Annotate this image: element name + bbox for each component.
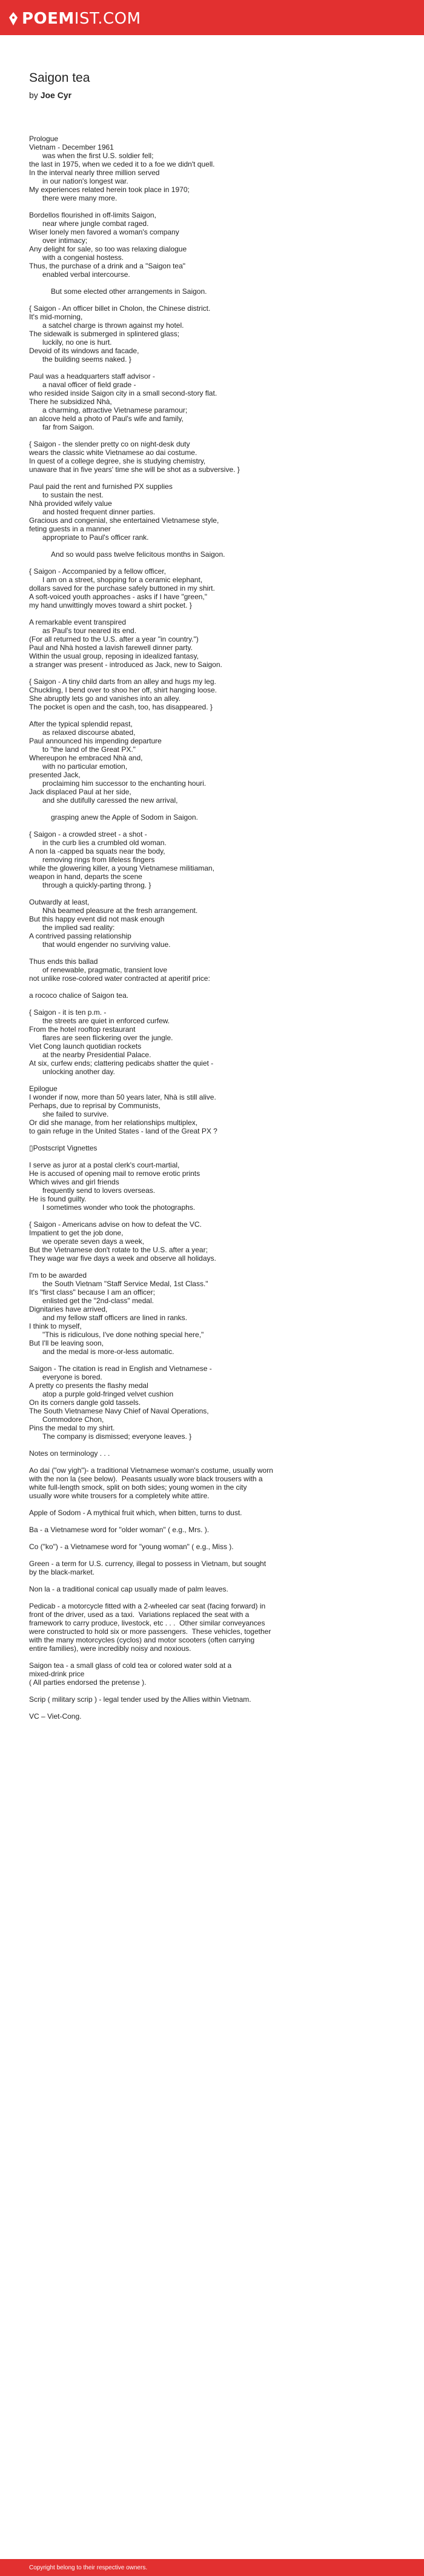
poem-line: Nhà provided wifely value [29, 499, 112, 508]
poem-line: appropriate to Paul's officer rank. [42, 533, 149, 542]
poem-line: Saigon - The citation is read in English and Vietnamese - [29, 1364, 212, 1373]
poem-line: and my fellow staff officers are lined in ranks. [42, 1313, 188, 1322]
poem-line: It's "first class" because I am an officer; [29, 1288, 156, 1296]
poem-line: while the glowering killer, a young Vietnamese militiaman, [29, 864, 214, 872]
poem-line: I sometimes wonder who took the photographs. [42, 1203, 196, 1212]
stanza-gap [29, 1212, 399, 1220]
poem-line: usually wore white trousers for a completely white attire. [29, 1492, 210, 1500]
poem-line: I'm to be awarded [29, 1271, 87, 1280]
poem-line: There he subsidized Nhà, [29, 397, 112, 406]
poem-line: Apple of Sodom - A mythical fruit which, when bitten, turns to dust. [29, 1509, 242, 1517]
poem-line: A pretty co presents the flashy medal [29, 1381, 148, 1390]
stanza-gap [29, 1458, 399, 1466]
stanza-gap [29, 559, 399, 567]
poem-line: Impatient to get the job done, [29, 1229, 124, 1237]
poem-line: Ao dai ("ow yigh")- a traditional Vietnamese woman's costume, usually worn [29, 1466, 273, 1475]
poem-line: through a quickly-parting throng. } [42, 881, 151, 889]
poem-line: as Paul's tour neared its end. [42, 626, 137, 635]
poem-line: I am on a street, shopping for a ceramic elephant, [42, 576, 203, 584]
poem-line: in the curb lies a crumbled old woman. [42, 838, 167, 847]
poem-line: Nhà beamed pleasure at the fresh arrangement. [42, 906, 198, 915]
poem-line: Bordellos flourished in off-limits Saigon, [29, 211, 156, 219]
poem-line: by the black-market. [29, 1568, 95, 1576]
poem-line: at the nearby Presidential Palace. [42, 1051, 151, 1059]
poem-line: with a congenial hostess. [42, 253, 124, 262]
poem-line: to "the land of the Great PX." [42, 745, 136, 754]
poem-title: Saigon tea [29, 71, 90, 85]
poem-line: Or did she manage, from her relationships multiplex, [29, 1118, 198, 1127]
poem-line: Co ("ko") - a Vietnamese word for "young woman" ( e.g., Miss ). [29, 1542, 234, 1551]
poem-line: frequently send to lovers overseas. [42, 1186, 156, 1195]
poem-line: front of the driver, used as a taxi. Variations replaced the seat with a [29, 1610, 250, 1619]
poem-line: feting guests in a manner [29, 525, 111, 533]
poem-line: that would engender no surviving value. [42, 940, 171, 949]
poem-line: But I'll be leaving soon, [29, 1339, 104, 1347]
poem-line: a satchel charge is thrown against my hotel. [42, 321, 184, 330]
poem-line: Vietnam - December 1961 [29, 143, 114, 151]
poem-line: the last in 1975, when we ceded it to a foe we didn't quell. [29, 160, 215, 168]
poem-line: grasping anew the Apple of Sodom in Saigon. [51, 813, 198, 822]
stanza-gap [29, 1704, 399, 1712]
stanza-gap [29, 1152, 399, 1161]
poem-line: A soft-voiced youth approaches - asks if I have "green," [29, 593, 208, 601]
stanza-gap [29, 474, 399, 482]
stanza-gap [29, 279, 399, 287]
poem-line: there were many more. [42, 194, 118, 202]
stanza-gap [29, 1653, 399, 1661]
stanza-gap [29, 542, 399, 550]
poem-line: the building seems naked. } [42, 355, 131, 363]
poem-line: The company is dismissed; everyone leaves. } [42, 1432, 192, 1441]
poem-line: { Saigon - A tiny child darts from an alley and hugs my leg. [29, 677, 216, 686]
poem-line: dollars saved for the purchase safely buttoned in my shirt. [29, 584, 215, 593]
poem-line: a stranger was present - introduced as Jack, new to Saigon. [29, 660, 222, 669]
poem-body [29, 134, 399, 1721]
poem-line: { Saigon - Accompanied by a fellow officer, [29, 567, 166, 576]
poem-line: I serve as juror at a postal clerk's court-martial, [29, 1161, 180, 1169]
stanza-gap [29, 1593, 399, 1602]
poem-line: In the interval nearly three million served [29, 168, 160, 177]
poem-line: proclaiming him successor to the enchanting houri. [42, 779, 207, 788]
stanza-gap [29, 1687, 399, 1695]
poem-line: (For all returned to the U.S. after a year "in country.") [29, 635, 199, 643]
poem-line: with the non la (see below). Peasants usually wore black trousers with a [29, 1475, 263, 1483]
poem-line: But this happy event did not mask enough [29, 915, 165, 923]
poem-line: a rococo chalice of Saigon tea. [29, 991, 129, 1000]
poem-line: Wiser lonely men favored a woman's company [29, 228, 179, 236]
poem-line: { Saigon - a crowded street - a shot - [29, 830, 147, 838]
poem-line: { Saigon - Americans advise on how to defeat the VC. [29, 1220, 202, 1229]
poem-line: VC – Viet-Cong. [29, 1712, 82, 1721]
poem-line: and she dutifully caressed the new arrival, [42, 796, 178, 805]
logo-text-bold: POEM [22, 10, 75, 28]
poem-line: The sidewalk is submerged in splintered glass; [29, 330, 180, 338]
stanza-gap [29, 1000, 399, 1008]
poem-line: Commodore Chon, [42, 1415, 104, 1424]
poem-line: and the medal is more-or-less automatic. [42, 1347, 174, 1356]
poem-line: she failed to survive. [42, 1110, 109, 1118]
stanza-gap [29, 1576, 399, 1585]
stanza-gap [29, 1500, 399, 1509]
site-logo-link[interactable] [8, 10, 141, 28]
poem-line: enlisted get the "2nd-class" medal. [42, 1296, 154, 1305]
poem-line: Saigon tea - a small glass of cold tea or colored water sold at a [29, 1661, 232, 1670]
stanza-gap [29, 1135, 399, 1144]
poem-line: wears the classic white Vietnamese ao dai costume. [29, 448, 197, 457]
poem-line: Thus ends this ballad [29, 957, 98, 966]
poem-line: the implied sad reality: [42, 923, 115, 932]
poem-line: with the many motorcycles (cyclos) and motor scooters (often carrying [29, 1636, 255, 1644]
poem-line: ( All parties endorsed the pretense ). [29, 1678, 147, 1687]
poem-line: far from Saigon. [42, 423, 94, 431]
poem-line: My experiences related herein took place in 1970; [29, 185, 190, 194]
poem-line: Any delight for sale, so too was relaxing dialogue [29, 245, 187, 253]
poem-line: Ba - a Vietnamese word for "older woman" ( e.g., Mrs. ). [29, 1525, 210, 1534]
stanza-gap [29, 1551, 399, 1559]
stanza-gap [29, 983, 399, 991]
stanza-gap [29, 609, 399, 618]
poem-line: From the hotel rooftop restaurant [29, 1025, 136, 1034]
byline-prefix: by [29, 90, 38, 100]
poem-line: Prologue [29, 134, 59, 143]
poem-line: we operate seven days a week, [42, 1237, 145, 1246]
poem-line: A non la -capped ba squats near the body, [29, 847, 165, 855]
poem-line: Epilogue [29, 1084, 58, 1093]
stanza-gap [29, 669, 399, 677]
poem-line: Perhaps, due to reprisal by Communists, [29, 1101, 161, 1110]
poem-line: Non la - a traditional conical cap usually made of palm leaves. [29, 1585, 228, 1593]
poem-line: He is found guilty. [29, 1195, 87, 1203]
poem-line: Dignitaries have arrived, [29, 1305, 108, 1313]
poem-line: Thus, the purchase of a drink and a "Saigon tea" [29, 262, 186, 270]
poem-line: mixed-drink price [29, 1670, 85, 1678]
poem-line: Paul and Nhà hosted a lavish farewell dinner party. [29, 643, 193, 652]
poem-line: { Saigon - it is ten p.m. - [29, 1008, 107, 1017]
poem-line: On its corners dangle gold tassels. [29, 1398, 141, 1407]
copyright-notice: Copyright belong to their respective owners. [29, 2564, 148, 2571]
poem-line: I think to myself, [29, 1322, 82, 1330]
stanza-gap [29, 363, 399, 372]
poem-line: Gracious and congenial, she entertained Vietnamese style, [29, 516, 219, 525]
poem-line: everyone is bored. [42, 1373, 102, 1381]
site-header [0, 0, 424, 35]
poem-line: Outwardly at least, [29, 898, 90, 906]
poem-line: The pocket is open and the cash, too, has disappeared. } [29, 703, 213, 711]
stanza-gap [29, 1534, 399, 1542]
logo-text-light: IST.COM [74, 10, 141, 28]
poem-line: The South Vietnamese Navy Chief of Naval Operations, [29, 1407, 209, 1415]
pen-nib-icon [8, 12, 18, 25]
poem-line: with no particular emotion, [42, 762, 128, 771]
stanza-gap [29, 711, 399, 720]
poem-line: weapon in hand, departs the scene [29, 872, 142, 881]
poem-line: Scrip ( military scrip ) - legal tender used by the Allies within Vietnam. [29, 1695, 251, 1704]
poem-line: Notes on terminology . . . [29, 1449, 110, 1458]
poem-line: near where jungle combat raged. [42, 219, 149, 228]
stanza-gap [29, 822, 399, 830]
poem-line: They wage war five days a week and observe all holidays. [29, 1254, 216, 1263]
poem-line: A remarkable event transpired [29, 618, 127, 626]
poem-line: and hosted frequent dinner parties. [42, 508, 156, 516]
site-footer [0, 2559, 424, 2576]
poem-line: { Saigon - the slender pretty co on night-desk duty [29, 440, 190, 448]
poem-line: to gain refuge in the United States - land of the Great PX ? [29, 1127, 217, 1135]
poem-line: a naval officer of field grade - [42, 380, 136, 389]
poem-line: He is accused of opening mail to remove erotic prints [29, 1169, 200, 1178]
poem-line: were constructed to hold six or more passengers. These vehicles, together [29, 1627, 271, 1636]
stanza-gap [29, 1441, 399, 1449]
poem-line: It's mid-morning, [29, 313, 83, 321]
poem-line: the South Vietnam "Staff Service Medal, 1st Class." [42, 1280, 208, 1288]
poem-line: { Saigon - An officer billet in Cholon, the Chinese district. [29, 304, 211, 313]
poem-line: Pins the medal to my shirt. [29, 1424, 115, 1432]
poem-line: an alcove held a photo of Paul's wife and family, [29, 414, 184, 423]
poem-line: entire families), were incredibly noisy and noxious. [29, 1644, 191, 1653]
poem-line: framework to carry produce, livestock, etc . . . Other similar conveyances [29, 1619, 265, 1627]
poem-line: Devoid of its windows and facade, [29, 347, 139, 355]
stanza-gap [29, 1263, 399, 1271]
poem-line: After the typical splendid repast, [29, 720, 133, 728]
poem-line: as relaxed discourse abated, [42, 728, 136, 737]
poem-line: a charming, attractive Vietnamese paramour; [42, 406, 188, 414]
poem-line: the streets are quiet in enforced curfew. [42, 1017, 170, 1025]
poem-line: Pedicab - a motorcycle fitted with a 2-wheeled car seat (facing forward) in [29, 1602, 266, 1610]
stanza-gap [29, 1517, 399, 1525]
poem-line: unaware that in five years' time she will be shot as a subversive. } [29, 465, 240, 474]
poem-line: At six, curfew ends; clattering pedicabs shatter the quiet - [29, 1059, 214, 1067]
poem-line: Viet Cong launch quotidian rockets [29, 1042, 142, 1051]
poem-line: Jack displaced Paul at her side, [29, 788, 131, 796]
poem-line: Paul announced his impending departure [29, 737, 162, 745]
author-link[interactable]: Joe Cyr [40, 90, 72, 100]
poem-line: who resided inside Saigon city in a small second-story flat. [29, 389, 217, 397]
stanza-gap [29, 1076, 399, 1084]
poem-line: Green - a term for U.S. currency, illegal to possess in Vietnam, but sought [29, 1559, 267, 1568]
poem-line: Chuckling, I bend over to shoo her off, shirt hanging loose. [29, 686, 217, 694]
poem-line: of renewable, pragmatic, transient love [42, 966, 168, 974]
poem-line: But the Vietnamese don't rotate to the U.S. after a year; [29, 1246, 208, 1254]
poem-line: ▯Postscript Vignettes [29, 1144, 98, 1152]
poem-line: enabled verbal intercourse. [42, 270, 130, 279]
poem-line: luckily, no one is hurt. [42, 338, 112, 347]
poem-line: Paul paid the rent and furnished PX supplies [29, 482, 173, 491]
poem-line: white full-length smock, split on both sides; young women in the city [29, 1483, 247, 1492]
poem-line: not unlike rose-colored water contracted at aperitif price: [29, 974, 210, 983]
stanza-gap [29, 805, 399, 813]
byline [29, 90, 71, 100]
stanza-gap [29, 889, 399, 898]
poem-line: presented Jack, [29, 771, 81, 779]
poem-line: removing rings from lifeless fingers [42, 855, 155, 864]
poem-line: flares are seen flickering over the jungle. [42, 1034, 173, 1042]
poem-line: And so would pass twelve felicitous months in Saigon. [51, 550, 225, 559]
poem-line: A contrived passing relationship [29, 932, 131, 940]
poem-line: my hand unwittingly moves toward a shirt pocket. } [29, 601, 192, 609]
poem-line: In quest of a college degree, she is studying chemistry, [29, 457, 206, 465]
poem-line: unlocking another day. [42, 1067, 115, 1076]
stanza-gap [29, 202, 399, 211]
stanza-gap [29, 949, 399, 957]
poem-line: Which wives and girl friends [29, 1178, 119, 1186]
poem-line: to sustain the nest. [42, 491, 104, 499]
poem-line: Within the usual group, reposing in idealized fantasy, [29, 652, 199, 660]
stanza-gap [29, 431, 399, 440]
poem-line: "This is ridiculous, I've done nothing special here," [42, 1330, 204, 1339]
poem-line: Paul was a headquarters staff advisor - [29, 372, 155, 380]
poem-line: But some elected other arrangements in Saigon. [51, 287, 207, 296]
stanza-gap [29, 296, 399, 304]
poem-line: Whereupon he embraced Nhà and, [29, 754, 143, 762]
poem-line: atop a purple gold-fringed velvet cushion [42, 1390, 174, 1398]
poem-line: She abruptly lets go and vanishes into an alley. [29, 694, 181, 703]
stanza-gap [29, 1356, 399, 1364]
poem-line: I wonder if now, more than 50 years later, Nhà is still alive. [29, 1093, 216, 1101]
poem-line: over intimacy; [42, 236, 88, 245]
poem-line: in our nation's longest war. [42, 177, 128, 185]
poem-line: was when the first U.S. soldier fell; [42, 151, 154, 160]
